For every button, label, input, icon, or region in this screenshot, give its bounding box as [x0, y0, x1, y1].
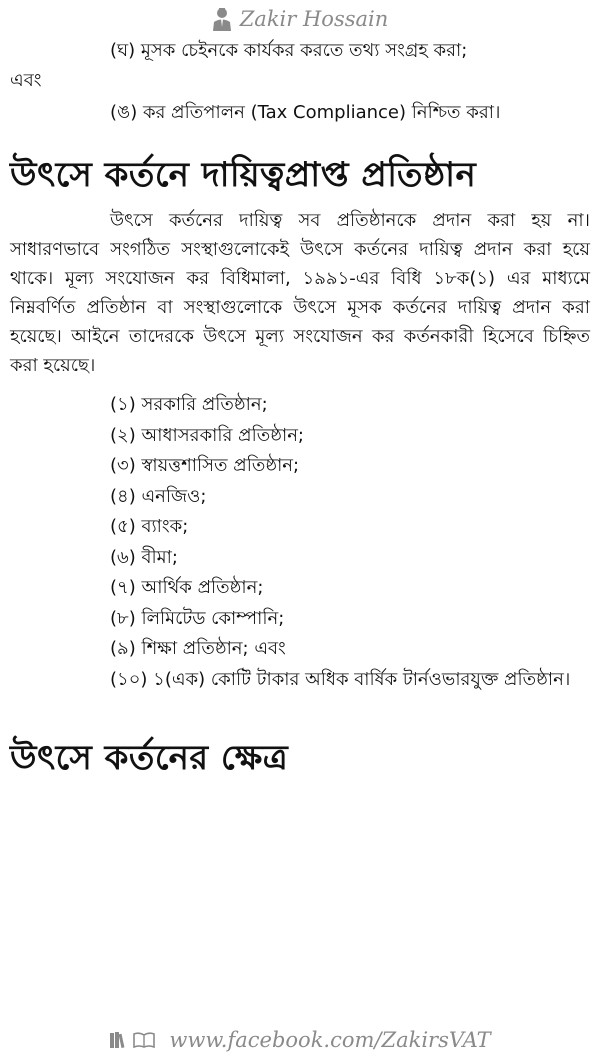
institution-list: [10, 390, 590, 665]
list-item: (২) আধাসরকারি প্রতিষ্ঠান;: [110, 424, 304, 446]
list-item: (৫) ব্যাংক;: [110, 516, 189, 537]
facebook-url[interactable]: www.facebook.com/ZakirsVAT: [169, 1028, 491, 1052]
section1-paragraph: উৎসে কর্তনের দায়িত্ব সব প্রতিষ্ঠানকে প্রদান করা হয় না। সাধারণভাবে সংগঠিত সংস্থাগুলোকেই উৎসে কর্তনের দায়িত্ব প্রদান করা হয়ে থাকে। মূল্য সংযোজন কর বিধিমালা, ১৯৯১-এর বিধি ১৮ক(১) এর মাধ্যমে নিম্নবর্ণিত প্রতিষ্ঠান বা সংস্থাগুলোকে উৎসে মূসক কর্তনের দায়িত্ব প্রদান করা হয়েছে। আইনে তাদেরকে উৎসে মূল্য সংযোজন কর কর্তনকারী হিসেবে চিহ্নিত করা হয়েছে।: [10, 210, 590, 376]
document-body: [10, 36, 590, 783]
list-item: (৮) লিমিটেড কোম্পানি;: [110, 607, 285, 629]
page-footer: [0, 1024, 600, 1056]
person-icon: [212, 7, 232, 31]
list-item-last: (১০) ১(এক) কোটি টাকার অধিক বার্ষিক টার্নওভারযুক্ত প্রতিষ্ঠান।: [110, 668, 571, 690]
list-item: (৬) বীমা;: [110, 546, 178, 568]
list-item: (৯) শিক্ষা প্রতিষ্ঠান; এবং: [110, 638, 286, 659]
list-item: (৩) স্বায়ত্তশাসিত প্রতিষ্ঠান;: [110, 455, 300, 476]
open-book-icon: [133, 1031, 155, 1049]
footer-icons: [109, 1031, 159, 1049]
intro-and-word: এবং: [10, 70, 42, 91]
author-name: Zakir Hossain: [239, 7, 389, 31]
intro-item-uma: (ঙ) কর প্রতিপালন (Tax Compliance) নিশ্চিত করা।: [110, 102, 501, 123]
list-item: (১) সরকারি প্রতিষ্ঠান;: [110, 394, 268, 415]
intro-item-gha: (ঘ) মূসক চেইনকে কার্যকর করতে তথ্য সংগ্রহ করা;: [110, 40, 468, 61]
page-header: [0, 4, 600, 34]
books-icon: [109, 1031, 129, 1049]
section2-heading: উৎসে কর্তনের ক্ষেত্র: [10, 737, 289, 778]
list-item: (৪) এনজিও;: [110, 485, 207, 507]
list-item: (৭) আর্থিক প্রতিষ্ঠান;: [110, 577, 264, 598]
section1-heading: উৎসে কর্তনে দায়িত্বপ্রাপ্ত প্রতিষ্ঠান: [10, 155, 477, 195]
